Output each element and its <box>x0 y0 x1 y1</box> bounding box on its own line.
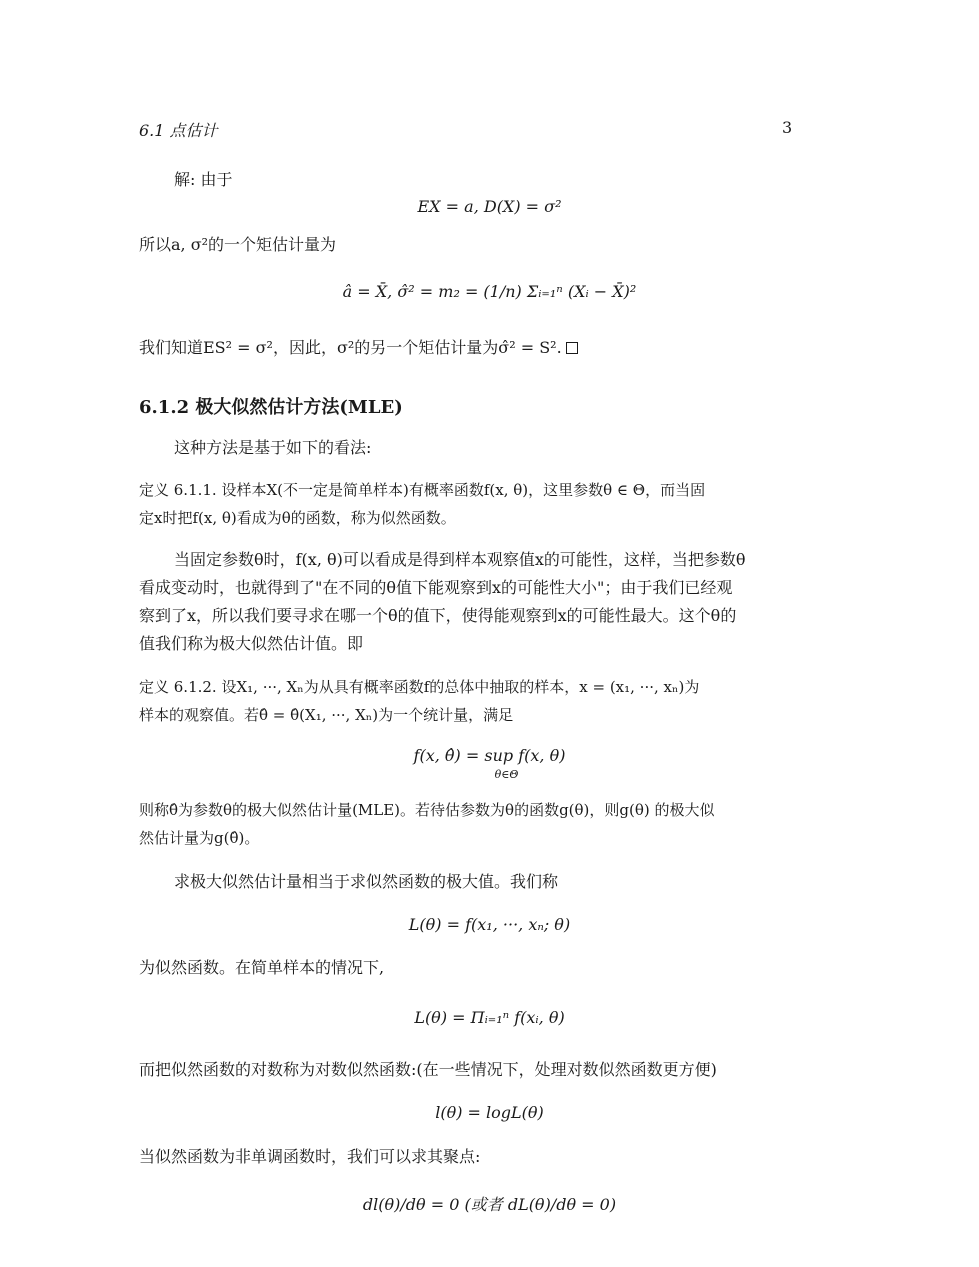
formula-expectation-variance: EX = a, D(X) = σ² <box>417 197 562 216</box>
running-header-section: 6.1 点估计 <box>139 121 218 140</box>
formula-log-likelihood: l(θ) = logL(θ) <box>435 1103 544 1122</box>
definition-6-1-2-line-3: 则称θ̂为参数θ的极大似然估计量(MLE)。若待估参数为θ的函数g(θ)，则g(θ) 的极大似 <box>139 801 715 819</box>
paragraph-line-2: 看成变动时，也就得到了"在不同的θ值下能观察到x的可能性大小"；由于我们已经观 <box>139 578 733 597</box>
definition-6-1-2-line-1: 定义 6.1.2. 设X₁, ···, Xₙ为从具有概率函数f的总体中抽取的样本，x = (x₁, ···, xₙ)为 <box>139 678 700 696</box>
formula-sup-likelihood: f(x, θ̂) = sup f(x, θ) <box>413 746 566 765</box>
paragraph-line-4: 值我们称为极大似然估计值。即 <box>139 634 364 653</box>
intro-text: 这种方法是基于如下的看法: <box>174 438 372 457</box>
formula-product-likelihood: L(θ) = Πᵢ₌₁ⁿ f(xᵢ, θ) <box>414 1008 565 1027</box>
qed-square-icon <box>566 342 578 354</box>
solution-intro: 解: 由于 <box>174 170 233 189</box>
paragraph-line-1: 当固定参数θ时，f(x, θ)可以看成是得到样本观察值x的可能性，这样，当把参数θ <box>174 550 746 569</box>
formula-moment-estimators: â = X̄, σ̂² = m₂ = (1/n) Σᵢ₌₁ⁿ (Xᵢ − X̄)² <box>342 282 637 301</box>
es-squared-text <box>139 338 578 358</box>
likelihood-definition-text: 为似然函数。在简单样本的情况下, <box>139 958 385 977</box>
log-likelihood-text: 而把似然函数的对数称为对数似然函数:(在一些情况下，处理对数似然函数更方便) <box>139 1060 717 1079</box>
definition-6-1-1-line-2: 定x时把f(x, θ)看成为θ的函数，称为似然函数。 <box>139 509 456 527</box>
es-squared-sentence: 我们知道ES² = σ²，因此，σ²的另一个矩估计量为σ̂² = S². <box>139 338 562 357</box>
definition-6-1-2-line-4: 然估计量为g(θ̂)。 <box>139 829 260 847</box>
definition-6-1-1-line-1: 定义 6.1.1. 设样本X(不一定是简单样本)有概率函数f(x, θ)，这里参数θ ∈ Θ，而当固 <box>139 481 706 499</box>
moment-estimator-text: 所以a, σ²的一个矩估计量为 <box>139 235 337 254</box>
paragraph-line-3: 察到了x，所以我们要寻求在哪一个θ的值下，使得能观察到x的可能性最大。这个θ的 <box>139 606 737 625</box>
page-number: 3 <box>782 118 793 137</box>
seek-maximum-text: 求极大似然估计量相当于求似然函数的极大值。我们称 <box>174 872 559 891</box>
formula-sup-subscript: θ∈Θ <box>494 768 519 781</box>
definition-6-1-2-line-2: 样本的观察值。若θ̂ = θ̂(X₁, ···, Xₙ)为一个统计量，满足 <box>139 706 514 724</box>
stationary-point-text: 当似然函数为非单调函数时，我们可以求其聚点: <box>139 1147 481 1166</box>
formula-derivative-zero: dl(θ)/dθ = 0 (或者 dL(θ)/dθ = 0) <box>362 1195 617 1214</box>
formula-likelihood-function: L(θ) = f(x₁, ···, xₙ; θ) <box>408 915 571 934</box>
section-heading: 6.1.2 极大似然估计方法(MLE) <box>139 397 403 418</box>
